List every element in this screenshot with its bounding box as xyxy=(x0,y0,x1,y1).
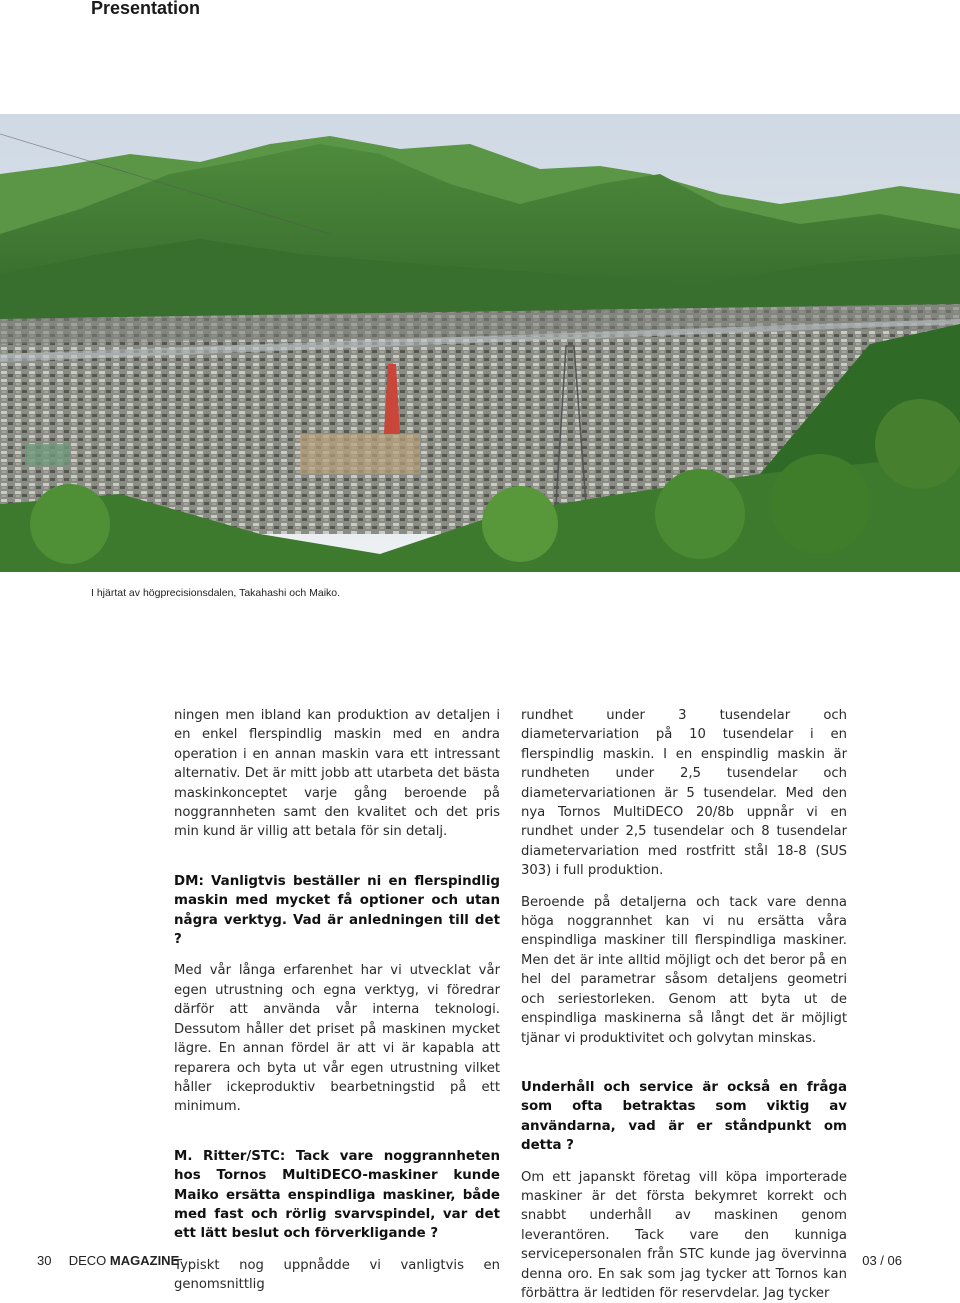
valley-town-illustration xyxy=(0,114,960,572)
body-paragraph: Om ett japanskt företag vill köpa importerade maskiner är det första bekymret korrekt och snabbt underhåll av maskinen genom leverantören. Tack vare den kunniga servicepersonalen från STC kunde jag övervinna denna oro. En sak som jag tycker att Tornos kan förbättra är ledtiden för reservdelar. Jag tycker xyxy=(521,1169,847,1301)
interview-question: Underhåll och service är också en fråga som ofta betraktas som viktig av användarna, vad är er ståndpunkt om detta ? xyxy=(521,1079,847,1154)
magazine-prefix: DECO xyxy=(68,1253,107,1268)
photo-caption: I hjärtat av högprecisionsdalen, Takahashi och Maiko. xyxy=(91,587,341,599)
body-paragraph: Beroende på detaljerna och tack vare denna höga noggrannhet kan vi nu ersätta våra enspindliga maskiner till flerspindliga maskiner. Men det är inte alltid möjligt och det beror på en hel del parametrar såsom detaljens geometri och seriestorleken. Genom att byta ut de enspindliga maskinerna så långt det är möjligt tjänar vi produktivitet och golvytan minskas. xyxy=(521,894,847,1046)
interview-question: DM: Vanligtvis beställer ni en flerspindlig maskin med mycket få optioner och utan några verktyg. Vad är anledningen till det ? xyxy=(174,873,500,948)
issue-number: 03 / 06 xyxy=(862,1253,902,1268)
landscape-photo xyxy=(0,114,960,572)
footer-page-info xyxy=(37,1253,179,1268)
body-paragraph: Typiskt nog uppnådde vi vanligtvis en genomsnittlig xyxy=(174,1257,500,1293)
interview-question: M. Ritter/STC: Tack vare noggrannheten hos Tornos MultiDECO-maskiner kunde Maiko ersätta enspindliga maskiner, både med fast och rörlig svarvspindel, var det ett lätt beslut och förverkligande ? xyxy=(174,1148,500,1242)
body-paragraph: ningen men ibland kan produktion av detaljen i en enkel flerspindlig maskin med en andra operation i en annan maskin vara ett intressant alternativ. Det är mitt jobb att utarbeta det bästa maskinkonceptet varje gång beroende på noggrannheten samt den kvalitet och det pris min kund är villig att betala för sin detalj. xyxy=(174,708,500,840)
body-paragraph: Med vår långa erfarenhet har vi utvecklat vår egen utrustning och egna verktyg, vi föredrar därför att använda vår interna teknologi. Dessutom håller det priset på maskinen mycket lägre. En annan fördel är att vi är kapabla att reparera och byta ut vår egen utrustning vilket håller ickeproduktiv bearbetningstid på ett minimum. xyxy=(174,963,500,1115)
page-number: 30 xyxy=(37,1253,52,1268)
left-column xyxy=(174,706,500,1295)
body-paragraph: rundhet under 3 tusendelar och diametervariation på 10 tusendelar i en flerspindlig maskin. I en enspindlig maskin är rundheten under 2,5 tusendelar och diametervariationen är 5 tusendelar. Med den nya Tornos MultiDECO 20/8b uppnår vi en rundhet under 2,5 tusendelar och 8 tusendelar diametervariation med rostfritt stål 18-8 (SUS 303) i full produktion. xyxy=(521,708,847,879)
magazine-name: MAGAZINE xyxy=(109,1253,180,1268)
right-column xyxy=(521,706,847,1303)
section-title: Presentation xyxy=(91,0,201,18)
